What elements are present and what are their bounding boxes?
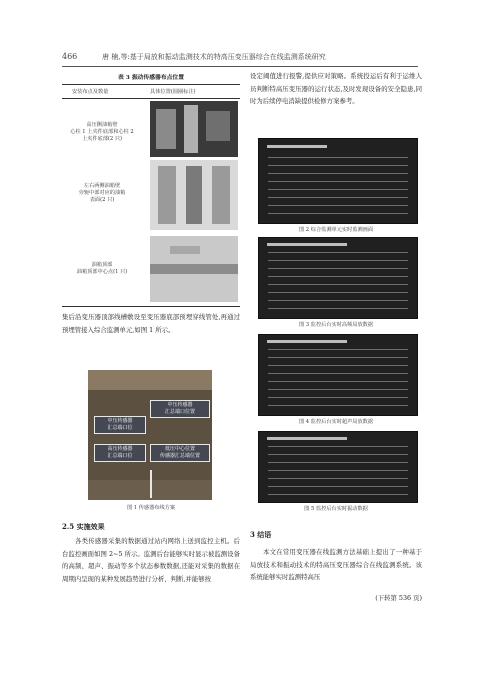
table-row-2-photo	[150, 160, 238, 230]
table-row-2-text: 左右两侧油箱壁 旁轭中部对应的油箱 表面(2 只)	[78, 183, 126, 203]
page-number: 466	[62, 52, 78, 61]
figure-1-box-2: 中压传感器 汇总端口位	[94, 416, 146, 434]
continued-note: (下转第 536 页)	[375, 594, 422, 602]
figure-5-screen	[258, 431, 418, 503]
section-2-5-text: 各类传感器采集的数据通过站内网络上送到监控主机。后台监控画面如图 2~5 所示。监测后台能够实时显示被监测设备的高频、超声、振动等多个状态参数数据,还能对采集的数据在周期内呈现的某种发展趋势进行分析、判断,并能够按	[62, 537, 240, 583]
table-col-header-1: 安装布点及数量	[72, 89, 109, 95]
table-row-3-text: 油箱顶部 油箱顶部中心点(1 只)	[76, 262, 128, 275]
figure-1-box-4: 低压中心位置 传感器汇总端位置	[150, 444, 210, 462]
table-caption: 表 3 振动传感器布点位置	[117, 75, 185, 81]
section-3-title: 3 结语	[250, 530, 272, 539]
header-rule	[62, 66, 418, 67]
figure-4-screen	[258, 334, 418, 416]
table-row-1-text: 高压侧油箱壁 心柱 1 上夹件底部和心柱 2 上夹件底部(2 只)	[70, 122, 134, 142]
figure-4-caption: 图 4 监控后台实时超声局放数据	[298, 419, 374, 425]
left-paragraph-1: 集后沿变压器顶部线槽敷设至变压器底部预埋穿线管处,再通过预埋管接入综合监测单元,如图 1 所示。	[62, 313, 240, 334]
figure-3-caption: 图 3 监控后台实时高频局放数据	[298, 322, 374, 328]
table-header-rule	[62, 98, 240, 99]
section-3-text: 本文在常用变压器在线监测方法基础上提出了一种基于局放技术和振动技术的特高压变压器综合在线监测系统。该系统能够实时监测特高压	[250, 548, 422, 581]
table-col-header-2: 具体位置(圆圈标注)	[150, 89, 196, 95]
table-row-1-photo	[150, 101, 238, 157]
figure-1-box-3: 高压传感器 汇总端口位	[94, 444, 146, 462]
figure-1-caption: 图 1 传感器布线方案	[126, 505, 176, 511]
running-title: 唐 楠,等:基于局放和振动监测技术的特高压变压器综合在线监测系统研究	[102, 53, 326, 61]
figure-2-screen	[258, 138, 418, 224]
table-row-3-photo	[150, 236, 238, 302]
figure-1-arrow	[150, 470, 152, 498]
right-paragraph-1: 设定阈值进行报警,提供应对策略。系统投运后有利于运维人员判断特高压变压器的运行状态,及时发现设备的安全隐患,同时为后续停电消缺提供检修方案参考。	[250, 72, 422, 105]
figure-2-caption: 图 2 综合监测单元实时监测画面	[298, 227, 374, 233]
figure-5-caption: 图 5 监控后台实时振动数据	[304, 506, 368, 512]
table-top-rule	[62, 84, 240, 85]
table-bottom-rule	[62, 306, 240, 307]
section-2-5-title: 2.5 实施效果	[62, 522, 105, 531]
figure-3-screen	[258, 237, 418, 319]
figure-1-image	[88, 370, 212, 500]
figure-1-box-1: 中压传感器 汇总端口位置	[150, 400, 210, 418]
